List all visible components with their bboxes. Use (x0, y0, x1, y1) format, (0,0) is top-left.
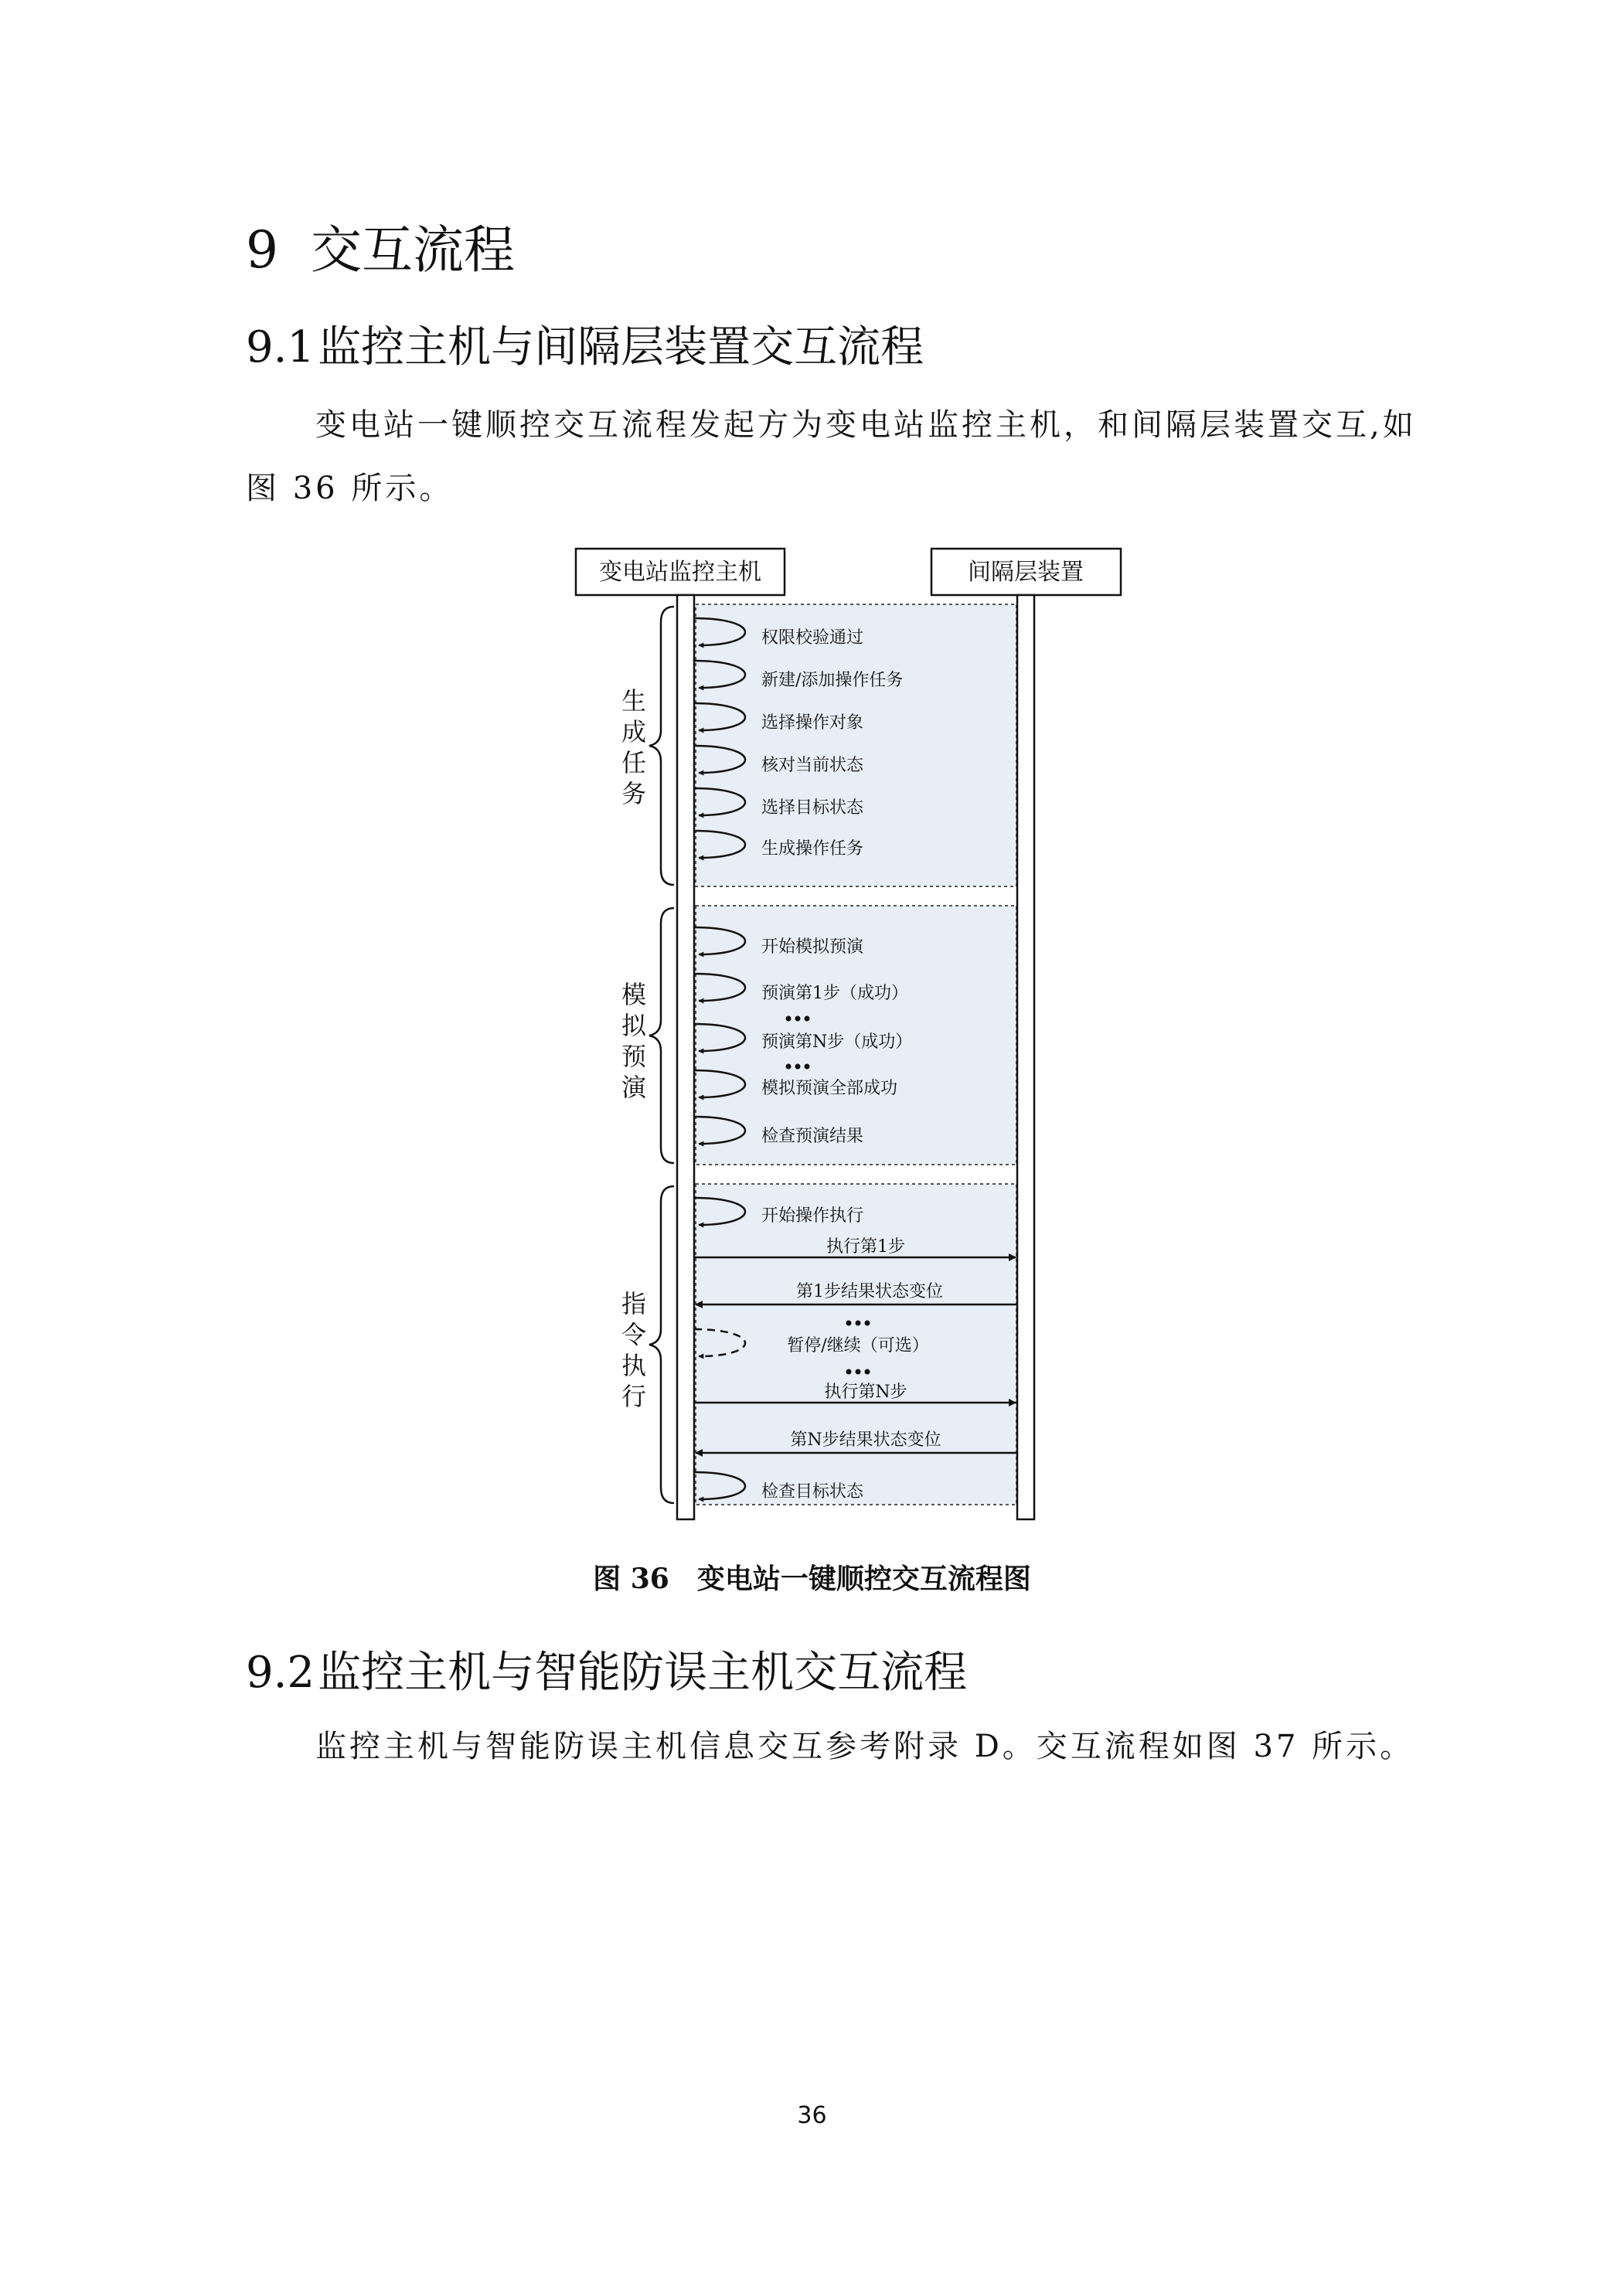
section-number: 9.2 (246, 1648, 315, 1698)
figure-number: 图 36 (593, 1563, 669, 1595)
group-label-char: 生 (621, 686, 647, 716)
step-label: 检查目标状态 (761, 1482, 864, 1502)
brace-execute (649, 1186, 674, 1503)
ellipsis-dots (846, 1369, 870, 1375)
step-label: 模拟预演全部成功 (761, 1079, 898, 1098)
section-title: 监控主机与间隔层装置交互流程 (318, 322, 924, 372)
step-label: 选择目标状态 (761, 798, 864, 818)
step-label: 暂停/继续（可选） (787, 1336, 929, 1355)
group-label-char: 令 (621, 1320, 647, 1349)
brace-simulate (649, 908, 674, 1163)
group-label-char: 指 (621, 1289, 647, 1318)
group-label-char: 预 (621, 1042, 647, 1071)
lifeline-left (677, 595, 694, 1519)
lifeline-right (1017, 595, 1034, 1519)
group-label-char: 任 (621, 748, 647, 777)
message-label: 执行第N步 (824, 1383, 907, 1402)
actor-left-label: 变电站监控主机 (599, 559, 761, 586)
step-label: 权限校验通过 (761, 628, 864, 648)
step-label: 预演第N步（成功） (761, 1032, 913, 1052)
step-label: 选择操作对象 (761, 713, 864, 733)
chapter-number: 9 (246, 220, 278, 280)
group-label-char: 执 (621, 1351, 647, 1380)
chapter-title: 交互流程 (311, 220, 515, 280)
group-label-char: 模 (621, 980, 647, 1009)
figure-title: 变电站一键顺控交互流程图 (696, 1563, 1031, 1595)
group-label-char: 行 (621, 1382, 647, 1411)
actor-right-label: 间隔层装置 (968, 559, 1084, 586)
group-label-char: 演 (621, 1073, 647, 1102)
section-title: 监控主机与智能防误主机交互流程 (318, 1648, 968, 1698)
figure-caption (0, 1557, 1624, 1597)
message-label: 执行第1步 (826, 1237, 905, 1257)
paragraph-line-2: 图 36 所示。 (246, 471, 454, 506)
section-number: 9.1 (246, 322, 315, 372)
step-label: 预演第1步（成功） (761, 984, 908, 1003)
group-label-char: 务 (621, 779, 647, 808)
step-label: 新建/添加操作任务 (761, 671, 904, 690)
section-heading-9-2 (246, 1638, 967, 1700)
step-label: 开始模拟预演 (761, 937, 864, 957)
step-label: 生成操作任务 (761, 839, 864, 859)
step-label: 核对当前状态 (761, 756, 864, 775)
message-label: 第N步结果状态变位 (790, 1430, 941, 1450)
message-label: 第1步结果状态变位 (796, 1282, 943, 1301)
paragraph-line-1: 变电站一键顺控交互流程发起方为变电站监控主机，和间隔层装置交互,如 (315, 407, 1417, 443)
page-number: 36 (797, 2102, 827, 2129)
group-label-char: 拟 (621, 1011, 647, 1040)
group-label-char: 成 (621, 717, 647, 747)
step-label: 开始操作执行 (761, 1206, 864, 1226)
step-label: 检查预演结果 (761, 1127, 864, 1146)
brace-generate (649, 607, 674, 885)
paragraph-section-2: 监控主机与智能防误主机信息交互参考附录 D。交互流程如图 37 所示。 (315, 1729, 1415, 1764)
ellipsis-dots (846, 1321, 870, 1326)
